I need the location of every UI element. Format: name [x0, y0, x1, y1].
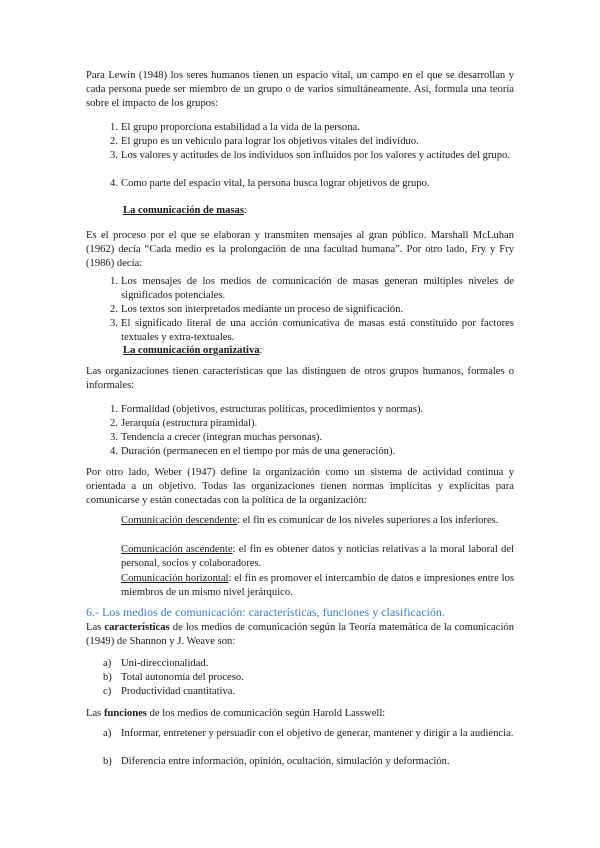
- masas-paragraph: Es el proceso por el que se elaboran y transmiten mensajes al gran público. Marshall McLuhan (1962) decía “Cada medio es la prolongación de una facultad humana”. Por otro lado, Fry y Fry (1986) decía:: [86, 230, 514, 269]
- lewin-list-item: 4. Como parte del espacio vital, la persona busca lograr objetivos de grupo.: [110, 178, 430, 189]
- funciones-list-item: b) Diferencia entre información, opinión, ocultación, simulación y deformación.: [103, 756, 450, 767]
- lewin-list-item: 2. El grupo es un vehículo para lograr los objetivos vitales del individuo.: [110, 136, 419, 147]
- caracteristicas-list-item: c) Productividad cuantitativa.: [103, 686, 236, 697]
- caracteristicas-list-item: b) Total autonomía del proceso.: [103, 672, 244, 683]
- caracteristicas-list-item: a) Uni-direccionalidad.: [103, 658, 209, 669]
- masas-list-item: 3. El significado literal de una acción comunicativa de masas está constituido por factores textuales y extra-textuales.: [110, 318, 514, 343]
- organizativa-list-item: 4. Duración (permanecen en el tiempo por más de una generación).: [110, 446, 396, 457]
- organizativa-list-item: 2. Jerarquía (estructura piramidal).: [110, 418, 258, 429]
- lewin-list-item: 3. Los valores y actitudes de los individuos son influidos por los valores y actitudes del grupo.: [110, 150, 510, 161]
- organizativa-list-item: 3. Tendencia a crecer (integran muchas personas).: [110, 432, 323, 443]
- intro-paragraph: Para Lewin (1948) los seres humanos tienen un espacio vital, un campo en el que se desarrollan y cada persona puede ser miembro de un grupo o de varios simultáneamente. Así, formula una teoría sobre el impacto de los grupos:: [86, 70, 514, 109]
- lewin-list-item: 1. El grupo proporciona estabilidad a la vida de la persona.: [110, 122, 360, 133]
- masas-list-item: 1. Los mensajes de los medios de comunicación de masas generan múltiples niveles de significados potenciales.: [110, 276, 514, 301]
- caracteristicas-paragraph: Las características de los medios de comunicación según la Teoría matemática de la comunicación (1949) de Shannon y J. Weave son:: [86, 622, 514, 647]
- weber-paragraph: Por otro lado, Weber (1947) define la organización como un sistema de actividad continua y orientada a un objetivo. Todas las organizaciones tienen normas implícitas y explícitas para comunicarse y están conectadas con la política de la organización:: [86, 467, 514, 506]
- funciones-paragraph: Las funciones de los medios de comunicación según Harold Lasswell:: [86, 708, 386, 719]
- section-6-heading: 6.- Los medios de comunicación: características, funciones y clasificación.: [86, 605, 445, 619]
- masas-list-item: 2. Los textos son interpretados mediante un proceso de significación.: [110, 304, 404, 315]
- masas-heading: La comunicación de masas:: [123, 205, 247, 216]
- funciones-list-item: a) Informar, entretener y persuadir con el objetivo de generar, mantener y dirigir a la audiencia.: [103, 728, 514, 739]
- comm-type-horizontal: Comunicación horizontal: el fin es promover el intercambio de datos e impresiones entre los miembros de un mismo nivel jerárquico.: [121, 573, 514, 598]
- organizativa-heading: La comunicación organizativa:: [123, 345, 263, 356]
- organizativa-paragraph: Las organizaciones tienen características que las distinguen de otros grupos humanos, formales o informales:: [86, 366, 514, 391]
- organizativa-list-item: 1. Formalidad (objetivos, estructuras políticas, procedimientos y normas).: [110, 404, 424, 415]
- comm-type-descendente: Comunicación descendente: el fin es comunicar de los niveles superiores a los inferiores.: [121, 515, 499, 526]
- comm-type-ascendente: Comunicación ascendente: el fin es obtener datos y noticias relativas a la moral laboral del personal, socios y colaboradores.: [121, 544, 514, 569]
